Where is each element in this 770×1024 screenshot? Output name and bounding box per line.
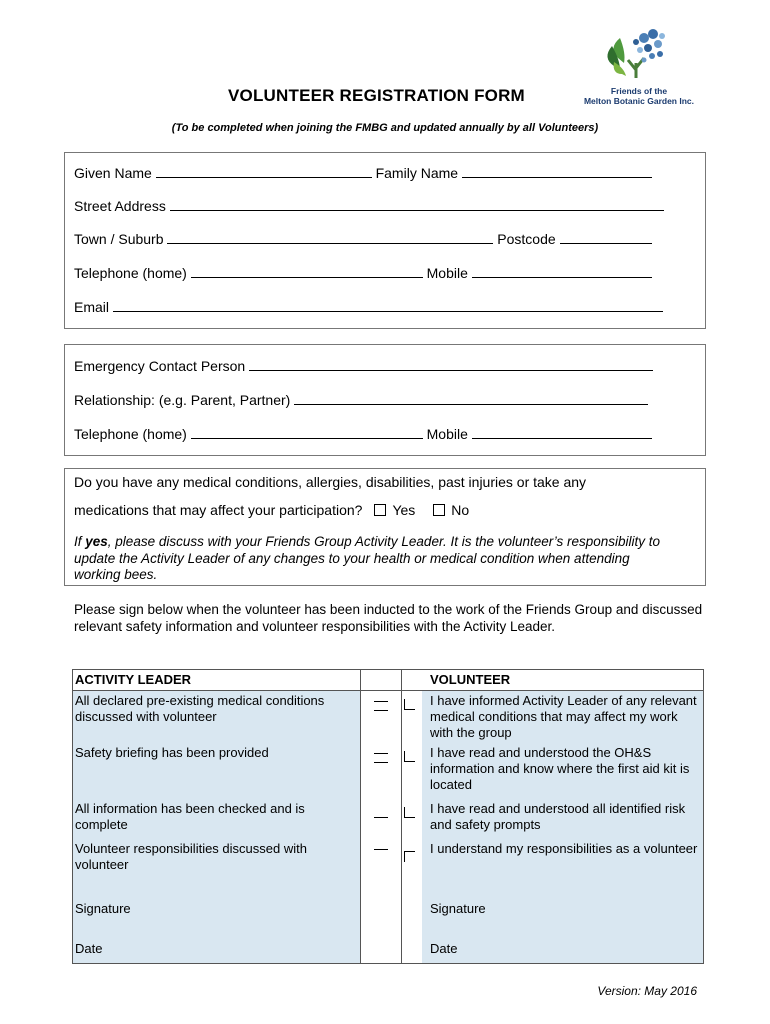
volunteer-check-4[interactable] [402, 839, 423, 887]
volunteer-check-3[interactable] [402, 799, 423, 839]
town-suburb-field[interactable] [167, 232, 493, 244]
mobile-field[interactable] [472, 266, 652, 278]
volunteer-date[interactable]: Date [422, 927, 704, 963]
leader-check-4[interactable] [361, 839, 402, 887]
induction-table [72, 669, 704, 964]
relationship-field[interactable] [294, 393, 648, 405]
emergency-person-field[interactable] [249, 359, 653, 371]
volunteer-item-3: I have read and understood all identified risk and safety prompts [422, 799, 704, 839]
email-label: Email [74, 299, 110, 315]
note-rest: , please discuss with your Friends Group Activity Leader. It is the volunteer’s responsibility to update the Activity Leader of any changes to your health or medical condition when attending working bees. [74, 534, 661, 582]
leader-check-2[interactable] [361, 743, 402, 799]
street-address-label: Street Address [74, 198, 166, 214]
note-bold: yes [85, 534, 108, 549]
town-row [74, 231, 652, 247]
date-spacer [361, 927, 402, 963]
street-address-row [74, 198, 664, 214]
telephone-field[interactable] [191, 266, 423, 278]
relationship-row [74, 392, 648, 408]
emergency-telephone-row [74, 426, 652, 442]
medical-question-line2-row [74, 502, 469, 518]
leader-item-3: All information has been checked and is complete [73, 799, 361, 839]
yes-label: Yes [392, 502, 416, 518]
version-label: Version: May 2016 [597, 984, 697, 998]
leader-item-4: Volunteer responsibilities discussed with volunteer [73, 839, 361, 887]
email-row [74, 299, 663, 315]
form-subtitle: (To be completed when joining the FMBG and updated annually by all Volunteers) [171, 122, 599, 134]
town-suburb-label: Town / Suburb [74, 231, 164, 247]
medical-note [74, 534, 674, 584]
emergency-person-row [74, 358, 653, 374]
email-field[interactable] [113, 300, 663, 312]
leader-date[interactable]: Date [73, 927, 361, 963]
telephone-label: Telephone (home) [74, 265, 187, 281]
volunteer-signature[interactable]: Signature [422, 887, 704, 927]
form-title: VOLUNTEER REGISTRATION FORM [228, 86, 525, 105]
logo-line2: Melton Botanic Garden Inc. [583, 96, 695, 106]
family-name-field[interactable] [462, 166, 652, 178]
street-address-field[interactable] [170, 199, 664, 211]
telephone-row [74, 265, 652, 281]
emergency-telephone-label: Telephone (home) [74, 426, 187, 442]
emergency-telephone-field[interactable] [191, 427, 423, 439]
no-label: No [451, 502, 470, 518]
volunteer-item-2: I have read and understood the OH&S information and know where the first aid kit is located [422, 743, 704, 799]
relationship-label: Relationship: (e.g. Parent, Partner) [74, 392, 291, 408]
postcode-label: Postcode [497, 231, 556, 247]
header-activity-leader: ACTIVITY LEADER [73, 670, 361, 691]
header-spacer2 [402, 670, 423, 691]
leader-item-2: Safety briefing has been provided [73, 743, 361, 799]
header-spacer [361, 670, 402, 691]
given-name-field[interactable] [156, 166, 372, 178]
emergency-mobile-field[interactable] [472, 427, 652, 439]
emergency-person-label: Emergency Contact Person [74, 358, 246, 374]
volunteer-check-1[interactable] [402, 691, 423, 744]
leader-item-1: All declared pre-existing medical conditions discussed with volunteer [73, 691, 361, 744]
leader-check-3[interactable] [361, 799, 402, 839]
volunteer-item-4: I understand my responsibilities as a volunteer [422, 839, 704, 887]
given-name-row [74, 165, 652, 181]
date-spacer2 [402, 927, 423, 963]
volunteer-check-2[interactable] [402, 743, 423, 799]
induction-text: Please sign below when the volunteer has been inducted to the work of the Friends Group and discussed relevant safety information and volunteer responsibilities with the Activity Leader. [74, 602, 703, 634]
volunteer-item-1: I have informed Activity Leader of any relevant medical conditions that may affect my work with the group [422, 691, 704, 744]
signature-spacer2 [402, 887, 423, 927]
mobile-label: Mobile [426, 265, 468, 281]
given-name-label: Given Name [74, 165, 152, 181]
medical-question-line2: medications that may affect your participation? [74, 502, 363, 518]
note-prefix: If [74, 534, 86, 549]
emergency-mobile-label: Mobile [426, 426, 468, 442]
logo-line1: Friends of the [610, 86, 668, 96]
header-volunteer: VOLUNTEER [422, 670, 704, 691]
logo-text [578, 86, 700, 106]
postcode-field[interactable] [560, 232, 652, 244]
medical-question-line1: Do you have any medical conditions, allergies, disabilities, past injuries or take any [74, 474, 587, 490]
yes-checkbox[interactable] [374, 504, 386, 516]
leader-check-1[interactable] [361, 691, 402, 744]
family-name-label: Family Name [375, 165, 459, 181]
no-checkbox[interactable] [433, 504, 445, 516]
leader-signature[interactable]: Signature [73, 887, 361, 927]
signature-spacer [361, 887, 402, 927]
